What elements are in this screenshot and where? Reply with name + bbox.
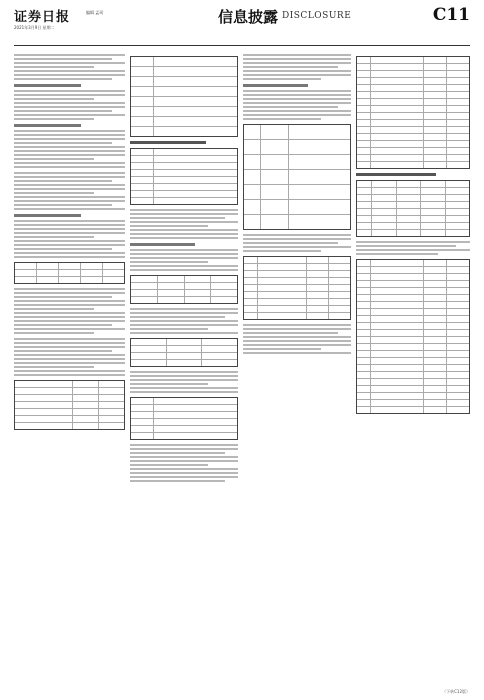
issue-date: 2021年3月9日 星期二 (14, 25, 55, 30)
section-title-english: DISCLOSURE (282, 11, 352, 21)
column-three-text-and-tables (243, 52, 351, 682)
top-rule (14, 45, 470, 46)
column-two-tables (130, 52, 238, 682)
masthead (14, 6, 470, 46)
editor-info: 编辑 孟珂 (86, 10, 104, 15)
column-one-text (14, 52, 125, 682)
page-number: C11 (432, 5, 470, 25)
section-title-chinese: 信息披露 (218, 8, 279, 26)
continued-note: （下转C12版） (442, 689, 470, 694)
column-four-tables (356, 52, 470, 682)
newspaper-logo: 证券日报 (14, 10, 71, 25)
